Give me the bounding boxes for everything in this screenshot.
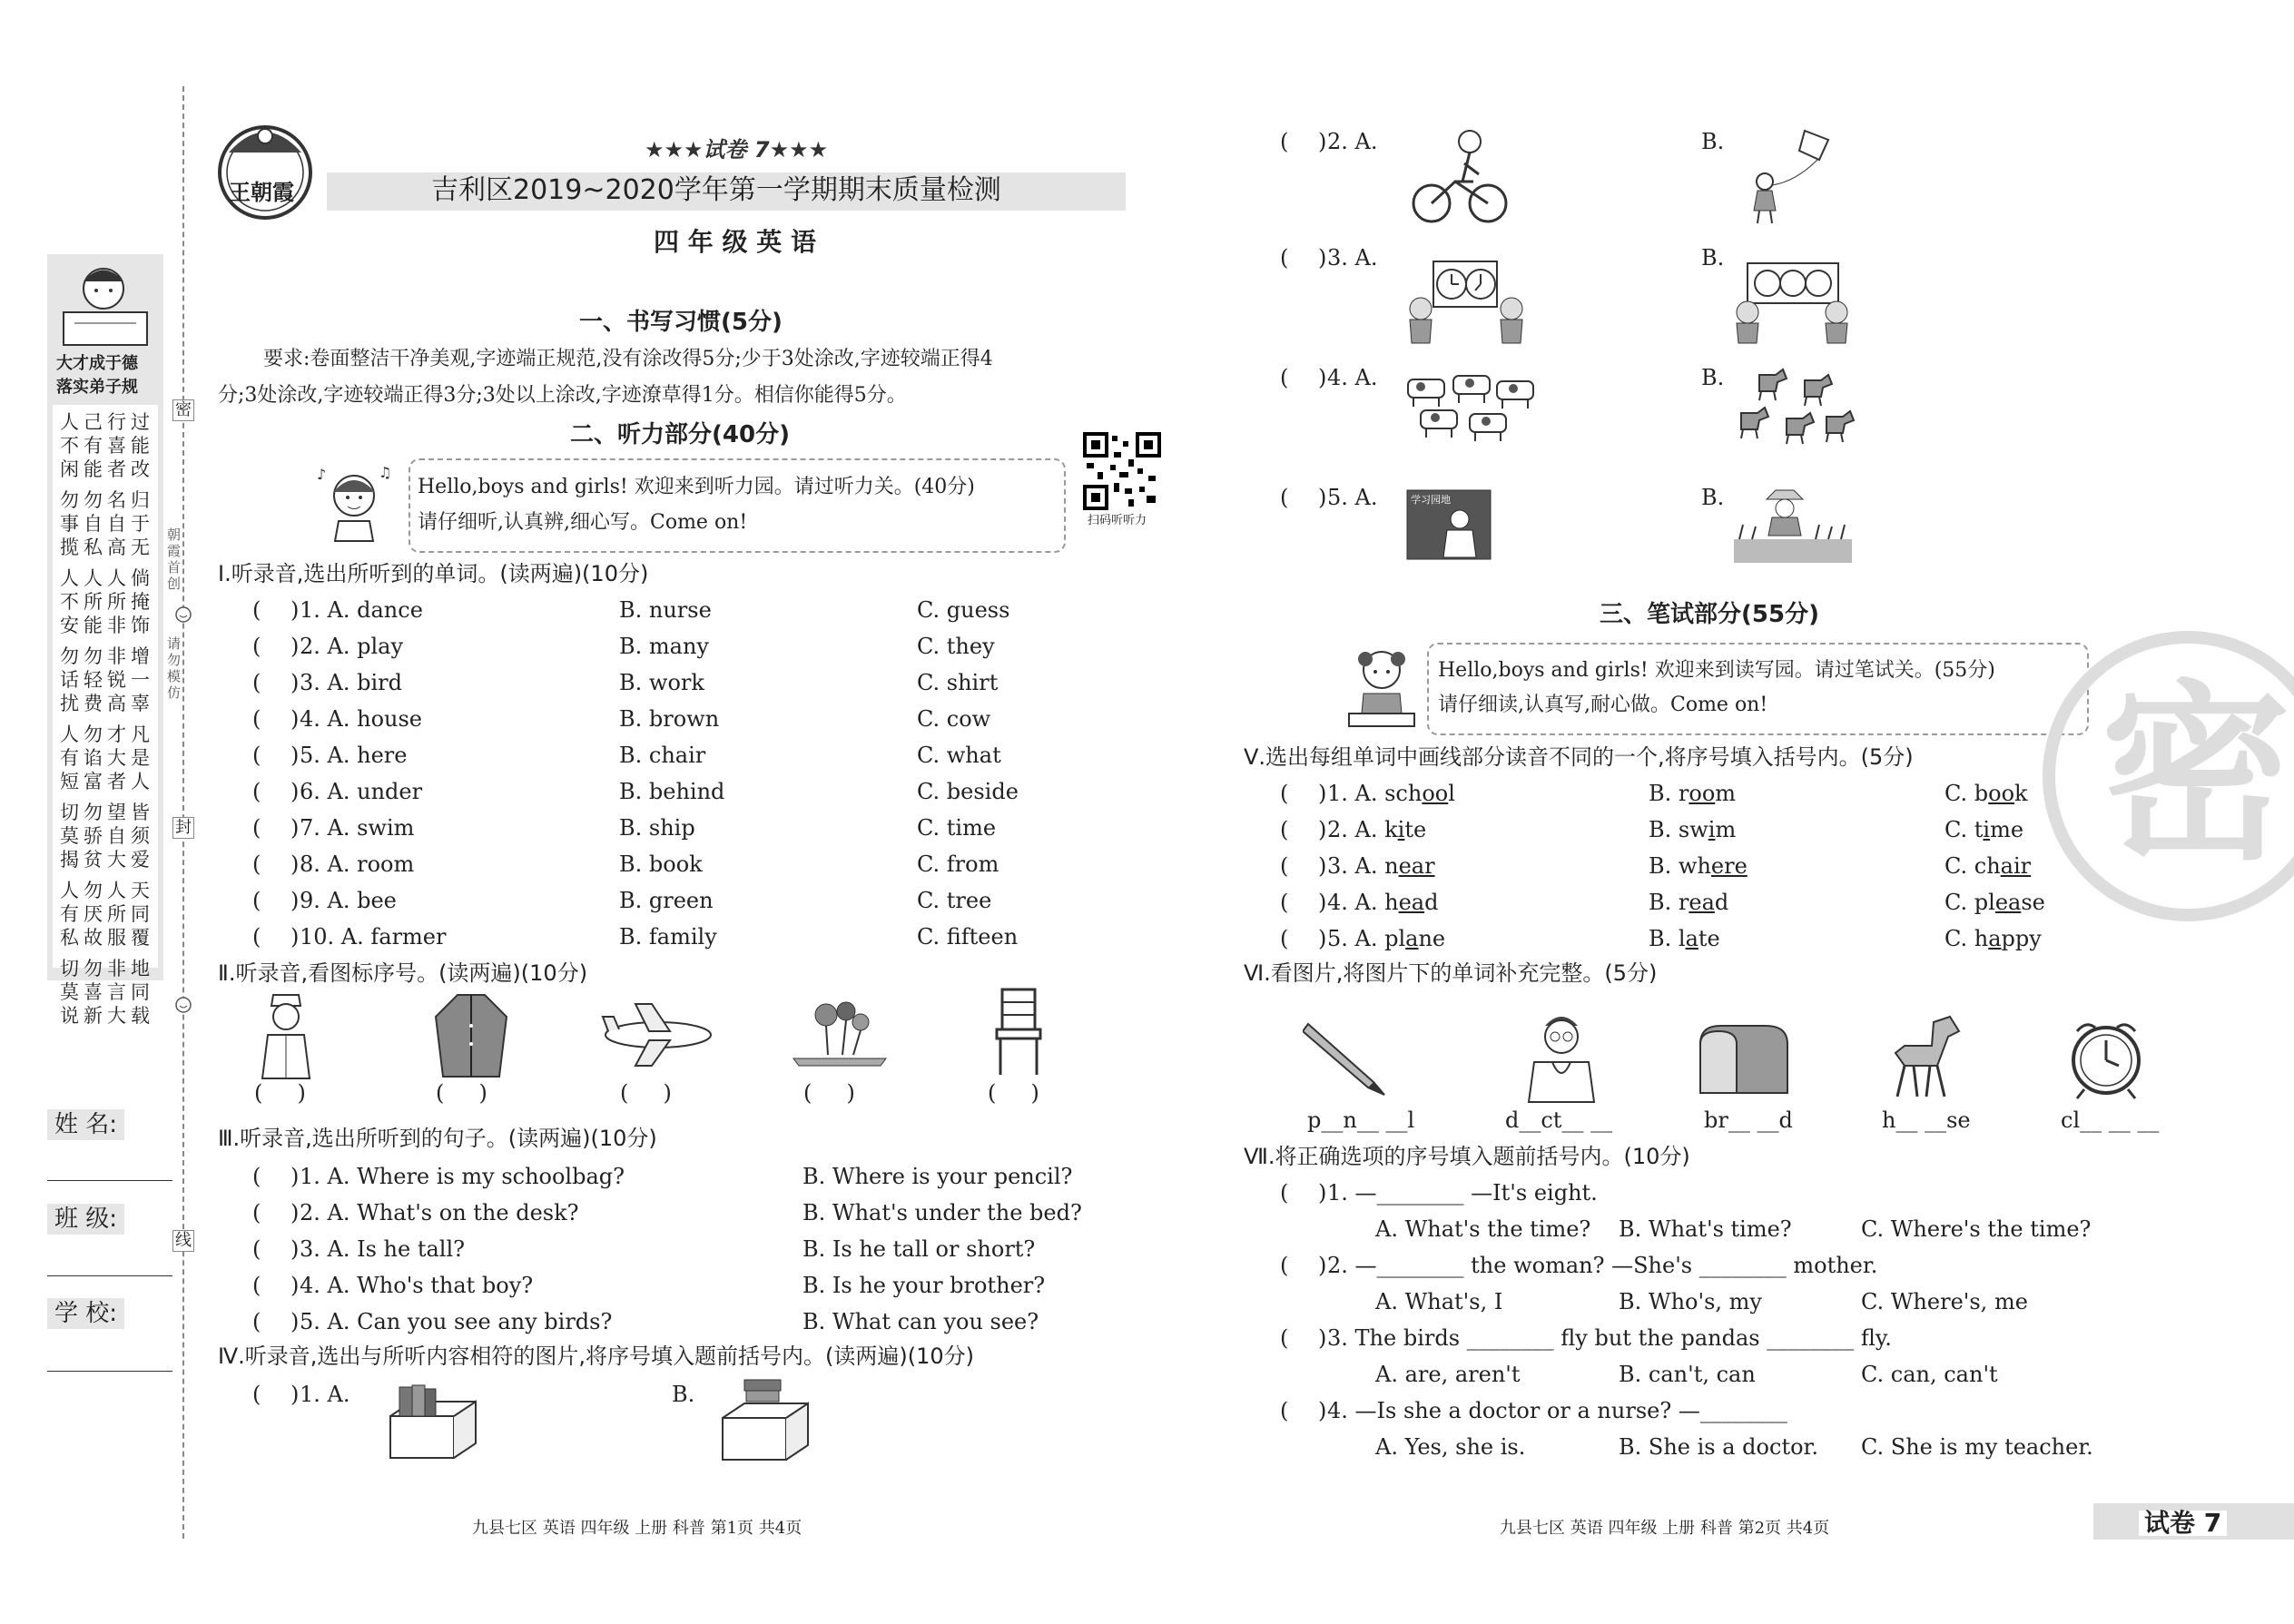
word-blank-bread[interactable]: br__ __d xyxy=(1704,1107,1793,1133)
word-blank-horse[interactable]: h__ __se xyxy=(1882,1107,1971,1133)
stamp-text: 密 xyxy=(2101,664,2292,886)
option-b: B. chair xyxy=(619,743,706,768)
q1-option-c: C. Where's the time? xyxy=(1861,1216,2092,1242)
list-item: ( ) 8. A. room B. book C. from xyxy=(252,851,999,877)
list-item: ( ) 4. A. Who's that boy? B. Is he your brother? xyxy=(252,1273,1046,1298)
writing-speech-bubble xyxy=(1427,643,2089,735)
q2-option-c: C. Where's, me xyxy=(1861,1289,2028,1314)
option-a: 1. A. xyxy=(300,1382,350,1407)
option-c: C. cow xyxy=(917,706,991,732)
option-c: C. shirt xyxy=(917,670,999,695)
option-a: 2. A. play xyxy=(300,634,404,659)
option-a: 7. A. swim xyxy=(300,815,415,841)
doctor-icon xyxy=(1525,1008,1598,1103)
q2-option-a: A. What's, I xyxy=(1375,1289,1503,1314)
answer-bracket[interactable]: ( ) xyxy=(988,1080,1039,1106)
option-c: C. what xyxy=(917,743,1001,768)
class-field[interactable] xyxy=(47,1275,172,1276)
option-c: C. tree xyxy=(917,888,992,913)
option-a: 6. A. under xyxy=(300,779,423,804)
question-2: 2. —________ the woman? —She's ________ mother. xyxy=(1327,1253,1878,1278)
option-c: C. chair xyxy=(1944,853,2032,879)
word-blank-pencil[interactable]: p__n__ __l xyxy=(1307,1107,1415,1133)
answer-bracket[interactable]: ( xyxy=(252,924,261,950)
list-item: ( ) 1. A. Where is my schoolbag? B. Where is your pencil? xyxy=(252,1164,1073,1189)
option-a: 2. A. xyxy=(1327,129,1378,154)
answer-bracket[interactable]: ( xyxy=(1280,817,1289,842)
option-b: B. behind xyxy=(619,779,725,804)
girl-flying-kite-icon xyxy=(1741,127,1841,227)
option-a: 3. A. near xyxy=(1327,853,1435,879)
option-a: 10. A. farmer xyxy=(300,924,447,950)
option-c: C. happy xyxy=(1944,926,2042,951)
option-b: B. What's under the bed? xyxy=(802,1200,1082,1225)
list-item: ( ) 2. A. B. xyxy=(1280,129,1725,154)
class-label: 班 级: xyxy=(47,1204,124,1235)
q2-option-b: B. Who's, my xyxy=(1619,1289,1762,1314)
answer-bracket[interactable]: ( ) xyxy=(254,1080,306,1106)
option-b: B. xyxy=(1701,365,1725,390)
cows-icon xyxy=(1403,370,1539,452)
listening-bubble-line-2: 请仔细听,认真辨,细心写。Come on! xyxy=(418,511,748,534)
margin-no-answer: 请勿模仿 xyxy=(167,635,182,701)
section1-requirement-1: 要求:卷面整洁干净美观,字迹端正规范,没有涂改得5分;少于3处涂改,字迹较端正得4 xyxy=(263,348,993,370)
option-b: B. book xyxy=(619,851,703,877)
q4-option-a: A. Yes, she is. xyxy=(1375,1434,1526,1460)
option-c: C. from xyxy=(917,851,999,877)
option-a: 5. A. Can you see any birds? xyxy=(300,1309,613,1334)
answer-bracket[interactable]: ( xyxy=(252,597,261,623)
question-3: 3. The birds ________ fly but the pandas ________ fly. xyxy=(1327,1325,1892,1351)
list-item: ( ) 7. A. swim B. ship C. time xyxy=(252,815,997,841)
option-c: C. time xyxy=(1944,817,2024,842)
listening-speech-bubble xyxy=(409,458,1066,553)
board-text: 学习园地 xyxy=(1411,494,1451,506)
option-a: 4. A. house xyxy=(300,706,422,732)
answer-bracket[interactable]: ( xyxy=(1280,1253,1289,1278)
exam-title: 吉利区2019~2020学年第一学期期末质量检测 xyxy=(431,174,1001,206)
option-b: B. Is he tall or short? xyxy=(802,1236,1036,1262)
svg-text:♫: ♫ xyxy=(379,464,392,481)
q3-option-c: C. can, can't xyxy=(1861,1362,1998,1387)
word-blank-doctor[interactable]: d__ct__ __ xyxy=(1505,1107,1613,1133)
brand-logo-text: 王朝霞 xyxy=(229,180,294,205)
list-item: ( ) 3. A. B. xyxy=(1280,245,1725,271)
motto-2: 落实弟子规 xyxy=(56,378,138,397)
option-b: B. Where is your pencil? xyxy=(802,1164,1073,1189)
option-b: B. read xyxy=(1649,890,1729,915)
answer-bracket[interactable]: ( xyxy=(252,1236,261,1262)
option-b: B. swim xyxy=(1649,817,1737,842)
part7-title: Ⅶ.将正确选项的序号填入题前括号内。(10分) xyxy=(1244,1144,1690,1169)
option-a: 8. A. room xyxy=(300,851,415,877)
answer-bracket[interactable]: ( xyxy=(1280,926,1289,951)
reading-girl-icon xyxy=(1345,643,1418,730)
option-c: C. beside xyxy=(917,779,1019,804)
q3-option-b: B. can't, can xyxy=(1619,1362,1756,1387)
answer-bracket[interactable]: ( xyxy=(252,1164,261,1189)
school-field[interactable] xyxy=(47,1371,172,1372)
part1-title: Ⅰ.听录音,选出所听到的单词。(读两遍)(10分) xyxy=(218,561,649,586)
margin-label-seal: 密 xyxy=(172,399,194,421)
option-b: B. nurse xyxy=(619,597,712,623)
q4-option-b: B. She is a doctor. xyxy=(1619,1434,1818,1460)
margin-label-cover: 封 xyxy=(172,817,194,839)
kids-with-clock-icon xyxy=(1403,254,1530,345)
writing-bubble-line-1: Hello,boys and girls! 欢迎来到读写园。请过笔试关。(55分) xyxy=(1438,659,1995,682)
chair-icon xyxy=(991,986,1046,1077)
boy-riding-bike-icon xyxy=(1410,127,1510,227)
bracket-close: ) xyxy=(1318,1325,1327,1351)
part6-title: Ⅵ.看图片,将图片下的单词补充完整。(5分) xyxy=(1244,960,1658,986)
exam-subtitle: 四 年 级 英 语 xyxy=(654,227,816,257)
option-c: C. book xyxy=(1944,781,2028,806)
bread-icon xyxy=(1693,1017,1793,1098)
coat-icon xyxy=(430,989,512,1080)
q3-option-a: A. are, aren't xyxy=(1375,1362,1521,1387)
teacher-illustration xyxy=(47,254,163,354)
option-b: B. brown xyxy=(619,706,720,732)
answer-bracket[interactable]: ( xyxy=(252,743,261,768)
answer-bracket[interactable]: ( xyxy=(1280,781,1289,806)
option-b: B. many xyxy=(619,634,709,659)
list-item: ( ) 4. A. head B. read C. please xyxy=(1280,890,2045,915)
list-item: ( ) 4. A. house B. brown C. cow xyxy=(252,706,991,732)
option-c: C. fifteen xyxy=(917,924,1019,950)
list-item: ( ) 2. A. play B. many C. they xyxy=(252,634,995,659)
part3-title: Ⅲ.听录音,选出所听到的句子。(读两遍)(10分) xyxy=(218,1126,657,1151)
list-item: ( ) 6. A. under B. behind C. beside xyxy=(252,779,1019,804)
answer-bracket[interactable]: ( xyxy=(252,1309,261,1334)
list-item: ( ) 1. A. dance B. nurse C. guess xyxy=(252,597,1010,623)
option-b: B. Is he your brother? xyxy=(802,1273,1046,1298)
margin-slogan: 朝霞首创 xyxy=(167,527,182,592)
answer-bracket[interactable]: ( xyxy=(1280,1398,1289,1423)
option-a: 3. A. Is he tall? xyxy=(300,1236,466,1262)
listening-girl-icon xyxy=(313,461,395,543)
option-a: 1. A. school xyxy=(1327,781,1455,806)
airplane-icon xyxy=(599,999,717,1071)
option-a: 2. A. kite xyxy=(1327,817,1427,842)
answer-bracket[interactable]: ( xyxy=(1280,853,1289,879)
answer-bracket[interactable]: ( xyxy=(1280,1180,1289,1206)
top-badge: ★★★试卷 7★★★ xyxy=(645,137,829,162)
smiley-icon xyxy=(175,606,192,623)
option-b: B. xyxy=(672,1382,695,1407)
option-c: C. time xyxy=(917,815,997,841)
answer-bracket[interactable]: ( ) xyxy=(620,1080,672,1106)
option-b: B. xyxy=(1701,485,1725,510)
bracket-close: ) xyxy=(1318,1180,1327,1206)
horse-icon xyxy=(1877,1015,1968,1101)
q1-option-a: A. What's the time? xyxy=(1375,1216,1591,1242)
answer-bracket[interactable]: ( xyxy=(1280,365,1289,390)
section3-title: 三、笔试部分(55分) xyxy=(1600,601,1819,628)
footer-right: 九县七区 英语 四年级 上册 科普 第2页 共4页 xyxy=(1500,1519,1830,1538)
option-a: 2. A. What's on the desk? xyxy=(300,1200,579,1225)
answer-bracket[interactable]: ( xyxy=(252,634,261,659)
answer-bracket[interactable]: ( xyxy=(252,888,261,913)
books-on-box-icon xyxy=(714,1378,813,1462)
option-a: 4. A. head xyxy=(1327,890,1439,915)
name-field[interactable] xyxy=(47,1180,172,1181)
binding-line xyxy=(182,86,184,1539)
answer-bracket[interactable]: ( xyxy=(252,815,261,841)
kids-with-clocks-icon xyxy=(1729,254,1856,345)
section1-requirement-2: 分;3处涂改,字迹较端正得3分;3处以上涂改,字迹潦草得1分。相信你能得5分。 xyxy=(218,384,907,407)
answer-bracket[interactable]: ( xyxy=(252,1382,261,1407)
motto-panel xyxy=(47,254,163,1027)
teacher-at-blackboard-icon xyxy=(1405,488,1492,561)
option-b: B. ship xyxy=(619,815,695,841)
word-blank-clock[interactable]: cl__ __ __ xyxy=(2061,1107,2160,1133)
name-label: 姓 名: xyxy=(47,1109,124,1140)
answer-bracket[interactable]: ( xyxy=(252,1200,261,1225)
option-b: B. What can you see? xyxy=(802,1309,1039,1334)
list-item: ( ) 1. A. B. xyxy=(252,1382,695,1407)
option-a: 5. A. plane xyxy=(1327,926,1446,951)
answer-bracket[interactable]: ( xyxy=(252,1273,261,1298)
part5-title: Ⅴ.选出每组单词中画线部分读音不同的一个,将序号填入括号内。(5分) xyxy=(1244,744,1914,770)
option-a: 4. A. xyxy=(1327,365,1378,390)
question-4: 4. —Is she a doctor or a nurse? —________ xyxy=(1327,1398,1787,1423)
writing-bubble-line-2: 请仔细读,认真写,耐心做。Come on! xyxy=(1438,694,1768,716)
alarm-clock-icon xyxy=(2061,1015,2151,1101)
option-a: 1. A. Where is my schoolbag? xyxy=(300,1164,625,1189)
answer-bracket[interactable]: ( xyxy=(1280,485,1289,510)
listening-bubble-line-1: Hello,boys and girls! 欢迎来到听力园。请过听力关。(40分) xyxy=(418,476,975,498)
option-a: 3. A. bird xyxy=(300,670,402,695)
list-item: ( ) 5. A. Can you see any birds? B. What can you see? xyxy=(252,1309,1039,1334)
option-b: B. late xyxy=(1649,926,1720,951)
list-item: ( ) 5. A. here B. chair C. what xyxy=(252,743,1001,768)
answer-bracket[interactable]: ( xyxy=(1280,129,1289,154)
option-a: 1. A. dance xyxy=(300,597,423,623)
q4-option-c: C. She is my teacher. xyxy=(1861,1434,2093,1460)
motto-1: 大才成于德 xyxy=(56,354,138,373)
option-a: 4. A. Who's that boy? xyxy=(300,1273,534,1298)
answer-bracket[interactable]: ( xyxy=(252,779,261,804)
flowers-icon xyxy=(790,995,890,1068)
part4-title: Ⅳ.听录音,选出与所听内容相符的图片,将序号填入题前括号内。(读两遍)(10分) xyxy=(218,1343,975,1369)
qr-code-icon[interactable] xyxy=(1083,432,1161,510)
section1-title: 一、书写习惯(5分) xyxy=(579,309,783,336)
svg-text:♪: ♪ xyxy=(317,466,327,483)
option-a: 9. A. bee xyxy=(300,888,397,913)
option-b: B. xyxy=(1701,129,1725,154)
list-item: ( ) 4. A. B. xyxy=(1280,365,1725,390)
answer-bracket[interactable]: ( xyxy=(1280,1325,1289,1351)
answer-bracket[interactable]: ( xyxy=(1280,245,1289,271)
nurse-icon xyxy=(250,989,322,1080)
list-item: ( ) 3. A. bird B. work C. shirt xyxy=(252,670,999,695)
list-item: ( ) 10. A. farmer B. family C. fifteen xyxy=(252,924,1019,950)
bracket-close: ) xyxy=(1318,1398,1327,1423)
horses-icon xyxy=(1732,368,1868,454)
option-c: C. please xyxy=(1944,890,2045,915)
option-b: B. room xyxy=(1649,781,1737,806)
question-1: 1. —________ —It's eight. xyxy=(1327,1180,1598,1206)
q1-option-b: B. What's time? xyxy=(1619,1216,1792,1242)
list-item: ( ) 3. A. Is he tall? B. Is he tall or short? xyxy=(252,1236,1036,1262)
list-item: ( ) 3. A. near B. where C. chair xyxy=(1280,853,2032,879)
option-c: C. guess xyxy=(917,597,1010,623)
list-item: ( ) 5. A. plane B. late C. happy xyxy=(1280,926,2042,951)
brand-logo xyxy=(211,116,320,225)
option-a: 5. A. xyxy=(1327,485,1378,510)
option-b: B. work xyxy=(619,670,704,695)
list-item: ( ) 2. A. What's on the desk? B. What's under the bed? xyxy=(252,1200,1082,1225)
pencil-icon xyxy=(1303,1017,1393,1098)
bracket-close: ) xyxy=(1318,1253,1327,1278)
part2-title: Ⅱ.听录音,看图标序号。(读两遍)(10分) xyxy=(218,960,588,986)
option-a: 3. A. xyxy=(1327,245,1378,271)
section2-title: 二、听力部分(40分) xyxy=(570,421,790,448)
answer-bracket[interactable]: ( xyxy=(252,851,261,877)
option-b: B. xyxy=(1701,245,1725,271)
option-b: B. green xyxy=(619,888,714,913)
list-item: ( ) 2. A. kite B. swim C. time xyxy=(1280,817,2024,842)
answer-bracket[interactable]: ( xyxy=(1280,890,1289,915)
answer-bracket[interactable]: ( xyxy=(252,706,261,732)
farmer-in-field-icon xyxy=(1734,488,1852,563)
list-item: ( ) 5. A. B. xyxy=(1280,485,1725,510)
answer-bracket[interactable]: ( ) xyxy=(436,1080,487,1106)
footer-left: 九县七区 英语 四年级 上册 科普 第1页 共4页 xyxy=(472,1519,802,1538)
option-b: B. family xyxy=(619,924,717,950)
smiley-icon xyxy=(175,997,192,1013)
answer-bracket[interactable]: ( ) xyxy=(803,1080,855,1106)
qr-caption: 扫码听听力 xyxy=(1088,514,1147,527)
school-label: 学 校: xyxy=(47,1298,124,1329)
list-item: ( ) 1. A. school B. room C. book xyxy=(1280,781,2028,806)
option-c: C. they xyxy=(917,634,995,659)
option-b: B. where xyxy=(1649,853,1748,879)
books-beside-box-icon xyxy=(381,1380,481,1462)
option-a: 5. A. here xyxy=(300,743,408,768)
answer-bracket[interactable]: ( xyxy=(252,670,261,695)
paper-badge: 试卷 7 xyxy=(2139,1511,2227,1536)
list-item: ( ) 9. A. bee B. green C. tree xyxy=(252,888,992,913)
verse-column: 人己行过 不有喜能 闲能者改 勿勿名归 事自自于 揽私高无 人人人倘 不所所掩 安能非饰 勿勿非增 话轻锐一 扰费高辜 人勿才凡 有谄大是 短富者人 切勿望皆 莫骄自须 揭贫大爱 人勿人天 有厌所同 私故服覆 切勿非地 莫喜言同 说新大载 xyxy=(60,411,154,1027)
margin-label-line: 线 xyxy=(172,1230,194,1252)
